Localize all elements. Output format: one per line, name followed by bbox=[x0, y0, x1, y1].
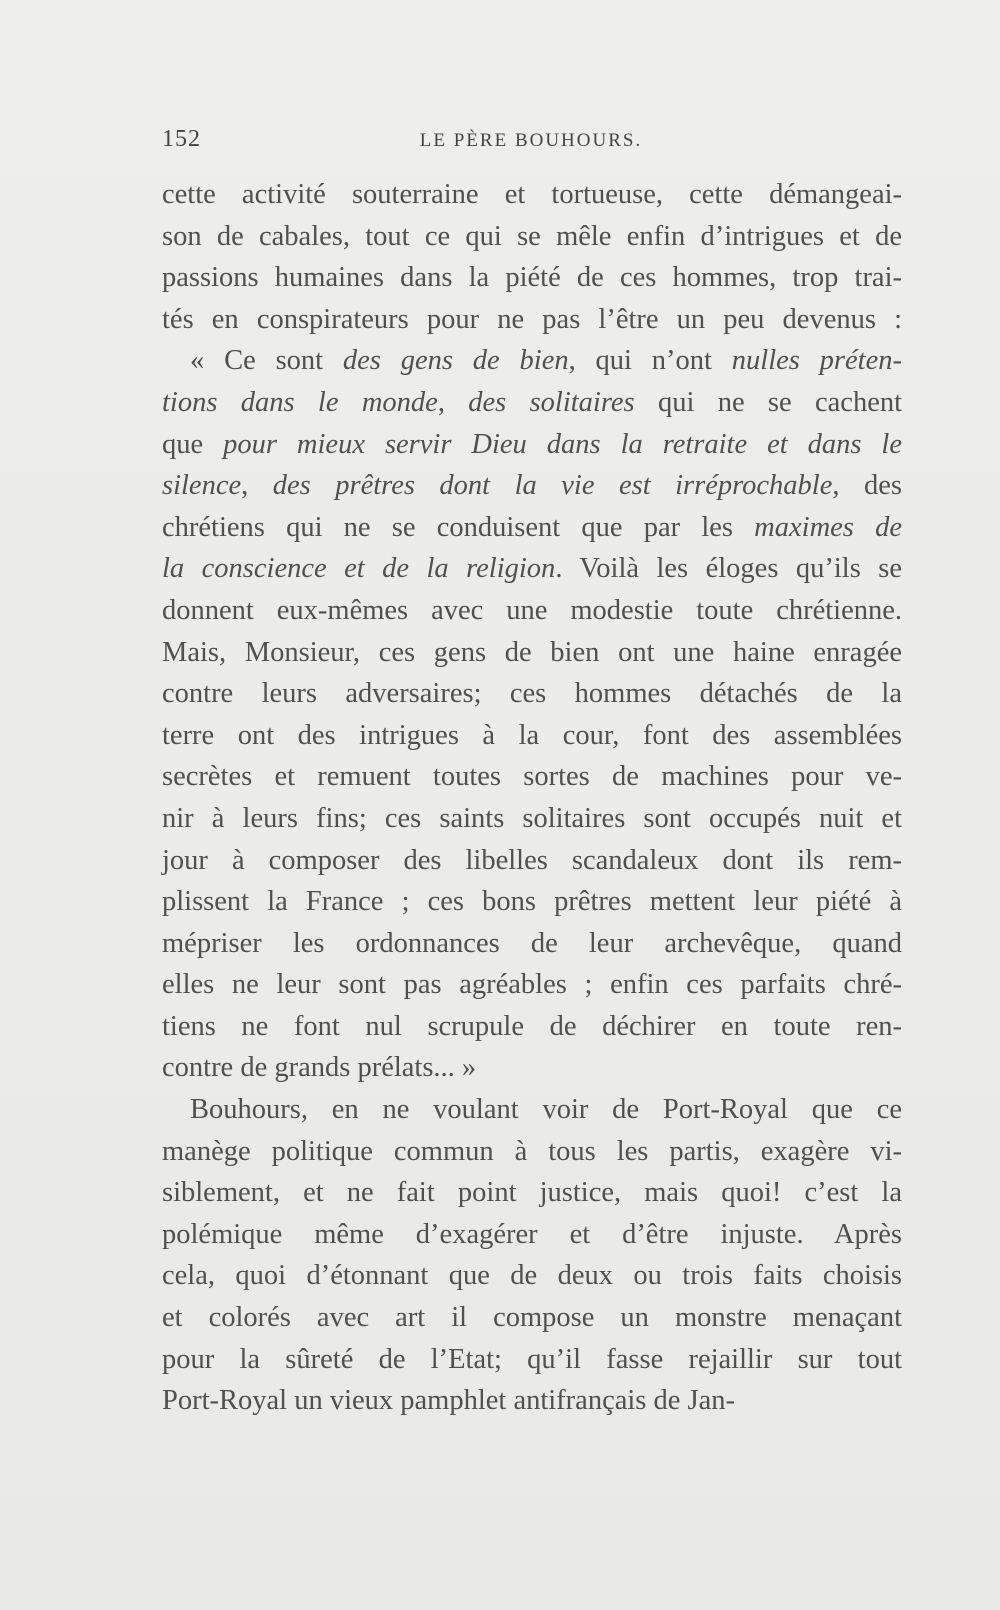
text-run: secrètes et remuent toutes sortes de machines pour ve- bbox=[162, 761, 902, 793]
text-line bbox=[162, 632, 902, 674]
text-line bbox=[162, 673, 902, 715]
italic-text: nulles préten- bbox=[731, 345, 902, 377]
text-line bbox=[162, 1006, 902, 1048]
text-line bbox=[162, 923, 902, 965]
text-line bbox=[162, 756, 902, 798]
text-run: tés en conspirateurs pour ne pas l’être un peu devenus : bbox=[162, 303, 902, 335]
text-line bbox=[162, 798, 902, 840]
text-line bbox=[162, 507, 902, 549]
page-header bbox=[162, 126, 900, 166]
text-line bbox=[162, 1131, 902, 1173]
text-run: « Ce sont bbox=[190, 345, 343, 377]
italic-text: la conscience et de la religion bbox=[162, 553, 556, 585]
text-line bbox=[162, 840, 902, 882]
text-line bbox=[162, 1089, 902, 1131]
text-run: cela, quoi d’étonnant que de deux ou trois faits choisis bbox=[162, 1260, 902, 1292]
text-run: et colorés avec art il compose un monstre menaçant bbox=[162, 1302, 902, 1334]
text-run: , qui n’ont bbox=[568, 345, 732, 377]
text-line bbox=[162, 1214, 902, 1256]
text-line bbox=[162, 548, 902, 590]
text-run: elles ne leur sont pas agréables ; enfin ces parfaits chré- bbox=[162, 969, 902, 1001]
text-run: terre ont des intrigues à la cour, font des assemblées bbox=[162, 719, 902, 751]
text-line bbox=[162, 340, 902, 382]
text-run: tiens ne font nul scrupule de déchirer en toute ren- bbox=[162, 1010, 902, 1042]
text-run: nir à leurs fins; ces saints solitaires sont occupés nuit et bbox=[162, 802, 902, 834]
text-line bbox=[162, 964, 902, 1006]
text-run: Mais, Monsieur, ces gens de bien ont une haine enragée bbox=[162, 636, 902, 668]
text-run: chrétiens qui ne se conduisent que par les bbox=[162, 511, 755, 543]
text-line bbox=[162, 1339, 902, 1381]
text-line bbox=[162, 1297, 902, 1339]
page-number: 152 bbox=[162, 126, 201, 152]
text-line bbox=[162, 1172, 902, 1214]
italic-text: des solitaires bbox=[468, 386, 635, 418]
text-line bbox=[162, 715, 902, 757]
text-run: Port-Royal un vieux pamphlet antifrançais de Jan- bbox=[162, 1385, 736, 1417]
text-line bbox=[162, 1380, 902, 1422]
text-run: que bbox=[162, 428, 224, 460]
text-run: pour la sûreté de l’Etat; qu’il fasse rejaillir sur tout bbox=[162, 1343, 902, 1375]
text-run: mépriser les ordonnances de leur archevêque, quand bbox=[162, 927, 902, 959]
text-run: passions humaines dans la piété de ces hommes, trop trai- bbox=[162, 262, 902, 294]
italic-text: pour mieux servir Dieu dans la retraite et dans le bbox=[223, 428, 902, 460]
text-run: donnent eux-mêmes avec une modestie toute chrétienne. bbox=[162, 594, 902, 626]
text-run: Bouhours, en ne voulant voir de Port-Royal que ce bbox=[190, 1094, 902, 1126]
text-run: siblement, et ne fait point justice, mais quoi! c’est la bbox=[162, 1177, 902, 1209]
text-line bbox=[162, 174, 902, 216]
text-run: contre de grands prélats... » bbox=[162, 1052, 477, 1084]
text-line bbox=[162, 1255, 902, 1297]
italic-text: tions dans le monde bbox=[162, 386, 438, 418]
text-line bbox=[162, 257, 902, 299]
text-run: qui ne se cachent bbox=[634, 386, 903, 418]
text-run: son de cabales, tout ce qui se mêle enfin d’intrigues et de bbox=[162, 220, 902, 252]
italic-text: des prêtres dont la vie est irréprochable bbox=[272, 470, 833, 502]
text-run: plissent la France ; ces bons prêtres mettent leur piété à bbox=[162, 886, 902, 918]
text-run: polémique même d’exagérer et d’être injuste. Après bbox=[162, 1218, 902, 1250]
body-text bbox=[162, 174, 902, 1422]
text-run: , bbox=[241, 470, 273, 502]
italic-text: maximes de bbox=[754, 511, 902, 543]
text-run: contre leurs adversaires; ces hommes détachés de la bbox=[162, 678, 902, 710]
text-line bbox=[162, 299, 902, 341]
text-run: jour à composer des libelles scandaleux dont ils rem- bbox=[162, 844, 902, 876]
text-run: . Voilà les éloges qu’ils se bbox=[555, 553, 902, 585]
italic-text: des gens de bien bbox=[342, 345, 569, 377]
text-line bbox=[162, 424, 902, 466]
text-run: , des bbox=[832, 470, 903, 502]
italic-text: silence bbox=[162, 470, 242, 502]
text-run: cette activité souterraine et tortueuse, cette démangeai- bbox=[162, 179, 902, 210]
text-line bbox=[162, 590, 902, 632]
text-line bbox=[162, 465, 902, 507]
text-line bbox=[162, 1047, 902, 1089]
text-line bbox=[162, 881, 902, 923]
text-run: manège politique commun à tous les partis, exagère vi- bbox=[162, 1135, 902, 1167]
text-run: , bbox=[437, 386, 469, 418]
text-line bbox=[162, 216, 902, 258]
running-title: LE PÈRE BOUHOURS. bbox=[419, 130, 643, 151]
text-line bbox=[162, 382, 902, 424]
